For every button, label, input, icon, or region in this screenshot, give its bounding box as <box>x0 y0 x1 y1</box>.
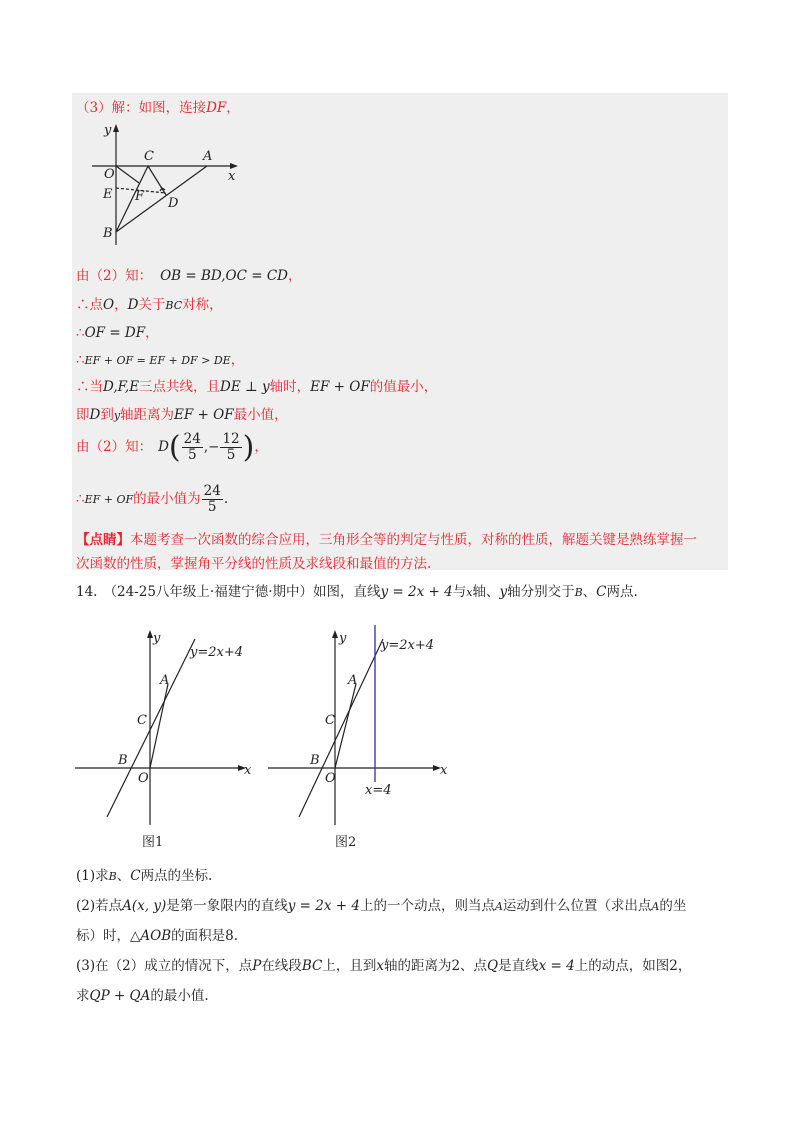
math: 8 <box>225 928 234 944</box>
text: 三点共线，且 <box>139 379 221 395</box>
label-D: D <box>168 196 179 211</box>
label-O: O <box>325 771 336 786</box>
text: 关于 <box>138 297 166 313</box>
text: ∴ <box>76 352 85 368</box>
text: ∴当 <box>76 379 103 395</box>
label-E: E <box>103 187 113 202</box>
label-C: C <box>325 713 335 728</box>
text: ， <box>114 297 128 313</box>
math: D,F,E <box>103 379 140 395</box>
text: ∴ <box>76 491 85 507</box>
text: 两点的坐标. <box>140 868 213 884</box>
solution-line-9 <box>76 484 228 515</box>
text: （3）解：如图，连接 <box>76 100 207 116</box>
solution-line-7 <box>76 403 288 423</box>
math: 2 <box>669 958 678 974</box>
math: D <box>89 407 101 423</box>
text: 的值最小， <box>369 379 438 395</box>
label-B: B <box>118 753 128 768</box>
question-3-line-2 <box>76 984 209 1004</box>
solution-line-2 <box>76 264 301 284</box>
text: 轴的距离为 <box>383 958 452 974</box>
math: OF = DF <box>84 325 146 341</box>
text: 与 <box>452 584 467 600</box>
y-arrow <box>113 124 119 132</box>
figure-caption: 图1 <box>142 835 164 850</box>
math: x <box>376 958 384 974</box>
text: 的面积是 <box>171 928 226 944</box>
question-2 <box>76 894 686 914</box>
text: 次函数的性质，掌握角平分线的性质及求线段和最值的方法. <box>76 556 432 572</box>
math: DF <box>206 100 227 116</box>
math: A(x, y) <box>122 898 167 914</box>
math: y <box>113 409 121 422</box>
math: O <box>103 297 115 313</box>
text: ∴ <box>76 325 85 341</box>
label-F: F <box>135 189 145 204</box>
math: B <box>108 870 117 883</box>
math: 2 <box>451 958 461 974</box>
question-1 <box>76 864 212 884</box>
math: x = 4 <box>538 958 575 974</box>
denominator: 5 <box>226 447 236 463</box>
numerator: 12 <box>222 431 240 447</box>
solution-line-1 <box>76 96 240 116</box>
figure-caption: 图2 <box>335 835 357 850</box>
text: ， <box>287 268 302 284</box>
text: 是直线 <box>498 958 539 974</box>
text: (3)在（2）成立的情况下，点 <box>76 958 253 974</box>
math: D <box>127 297 139 313</box>
math: B <box>574 586 583 599</box>
text: 求 <box>76 988 90 1004</box>
math: C <box>130 868 141 884</box>
label-A: A <box>160 673 170 688</box>
text: ， <box>145 325 159 341</box>
numerator: 24 <box>203 483 221 499</box>
text: 标）时， <box>76 928 130 944</box>
math: x <box>466 586 473 599</box>
numerator: 24 <box>183 431 201 447</box>
question-3 <box>76 954 691 974</box>
math: A <box>494 900 503 913</box>
text: 上的动点，如图 <box>574 958 670 974</box>
line-CD <box>148 166 166 195</box>
comment-line-1 <box>76 528 697 548</box>
math: EF + OF <box>174 407 234 423</box>
comment-tag: 【点睛】 <box>76 532 130 548</box>
label-y: y <box>104 123 112 138</box>
text: 上的一个动点，则当点 <box>359 898 495 914</box>
label-line: y=2x+4 <box>190 645 244 660</box>
math: QP + QA <box>89 988 151 1004</box>
label-B: B <box>103 226 113 241</box>
fraction <box>182 432 203 463</box>
y-arrow <box>332 630 338 638</box>
text: . <box>223 491 229 507</box>
line-y2x4 <box>107 639 195 817</box>
label-C: C <box>144 149 154 164</box>
solution-line-3 <box>76 293 223 313</box>
math: y = 2x + 4 <box>287 898 360 914</box>
label-line: y=2x+4 <box>381 638 435 653</box>
label-O: O <box>104 167 115 182</box>
solution-line-4 <box>76 321 159 341</box>
line-OA <box>335 684 356 768</box>
text: 轴时， <box>269 379 311 395</box>
paren-right: ) <box>242 430 255 465</box>
text: 、 <box>116 868 131 884</box>
label-A: A <box>348 673 358 688</box>
text: 运动到什么位置（求出点 <box>502 898 652 914</box>
math: Q <box>487 958 499 974</box>
text: 最小值， <box>233 407 288 423</box>
label-x: x <box>244 763 252 778</box>
text: (2)若点 <box>76 898 123 914</box>
label-C: C <box>137 713 147 728</box>
figure-1 <box>72 625 262 855</box>
text: 、点 <box>460 958 488 974</box>
text: 轴分别交于 <box>507 584 575 600</box>
text: 两点. <box>606 584 638 600</box>
math: EF + OF <box>84 493 134 506</box>
text: 轴距离为 <box>120 407 175 423</box>
label-x4: x=4 <box>365 783 392 798</box>
math: D <box>158 439 169 455</box>
text: 轴、 <box>472 584 500 600</box>
text: 对称， <box>182 297 223 313</box>
text: 由（2）知： <box>76 439 153 455</box>
problem-number: 14. <box>76 584 98 600</box>
label-O: O <box>138 771 149 786</box>
fraction <box>202 484 223 515</box>
question-2-line-2 <box>76 924 238 944</box>
text: 的最小值为 <box>133 491 201 507</box>
denominator: 5 <box>187 447 197 463</box>
text: ， <box>677 958 692 974</box>
math: y = 2x + 4 <box>380 584 453 600</box>
text: 在线段 <box>261 958 302 974</box>
solution-line-8 <box>76 430 268 465</box>
problem-stem <box>76 580 638 600</box>
figure-2 <box>265 625 465 855</box>
fraction <box>220 432 241 463</box>
label-x: x <box>440 763 448 778</box>
text: 到 <box>100 407 114 423</box>
math: y <box>499 584 508 600</box>
solution-figure <box>92 120 252 250</box>
math: OB = BD,OC = CD <box>160 268 288 284</box>
text: 如图，直线 <box>313 584 381 600</box>
text: . <box>233 928 239 944</box>
text: ， <box>226 100 240 116</box>
label-A: A <box>203 149 213 164</box>
comment-line-2 <box>76 552 431 572</box>
math: DE ⊥ y <box>220 379 270 395</box>
text: 本题考查一次函数的综合应用，三角形全等的判定与性质，对称的性质，解题关键是熟练掌握一 <box>130 532 697 548</box>
line-OA <box>150 684 168 768</box>
math: A <box>651 900 660 913</box>
text: (1)求 <box>76 868 109 884</box>
label-x: x <box>228 169 236 184</box>
text: 的最小值. <box>150 988 209 1004</box>
problem-source: （24-25八年级上·福建宁德·期中） <box>103 584 313 600</box>
math: EF + OF = EF + DF > DE <box>84 354 231 367</box>
label-B: B <box>310 753 320 768</box>
text: 的坐 <box>659 898 687 914</box>
line-OF <box>116 166 139 183</box>
text: 即 <box>76 407 90 423</box>
label-y: y <box>153 631 161 646</box>
math: P <box>252 958 262 974</box>
text: 是第一象限内的直线 <box>166 898 288 914</box>
label-y: y <box>339 631 347 646</box>
paren-left: ( <box>168 430 181 465</box>
math: BC <box>165 299 183 312</box>
solution-line-5 <box>76 348 244 368</box>
text: ∴点 <box>76 297 103 313</box>
solution-line-6 <box>76 375 437 395</box>
text: ， <box>254 439 268 455</box>
denominator: 5 <box>207 499 217 515</box>
math: C <box>596 584 607 600</box>
math: BC <box>301 958 323 974</box>
text: 由（2）知： <box>76 268 153 284</box>
text: ， <box>230 352 245 368</box>
math: △AOB <box>130 928 172 944</box>
text: 上，且到 <box>322 958 377 974</box>
text: 、 <box>582 584 597 600</box>
math: EF + OF <box>310 379 370 395</box>
math: ,− <box>203 439 220 455</box>
